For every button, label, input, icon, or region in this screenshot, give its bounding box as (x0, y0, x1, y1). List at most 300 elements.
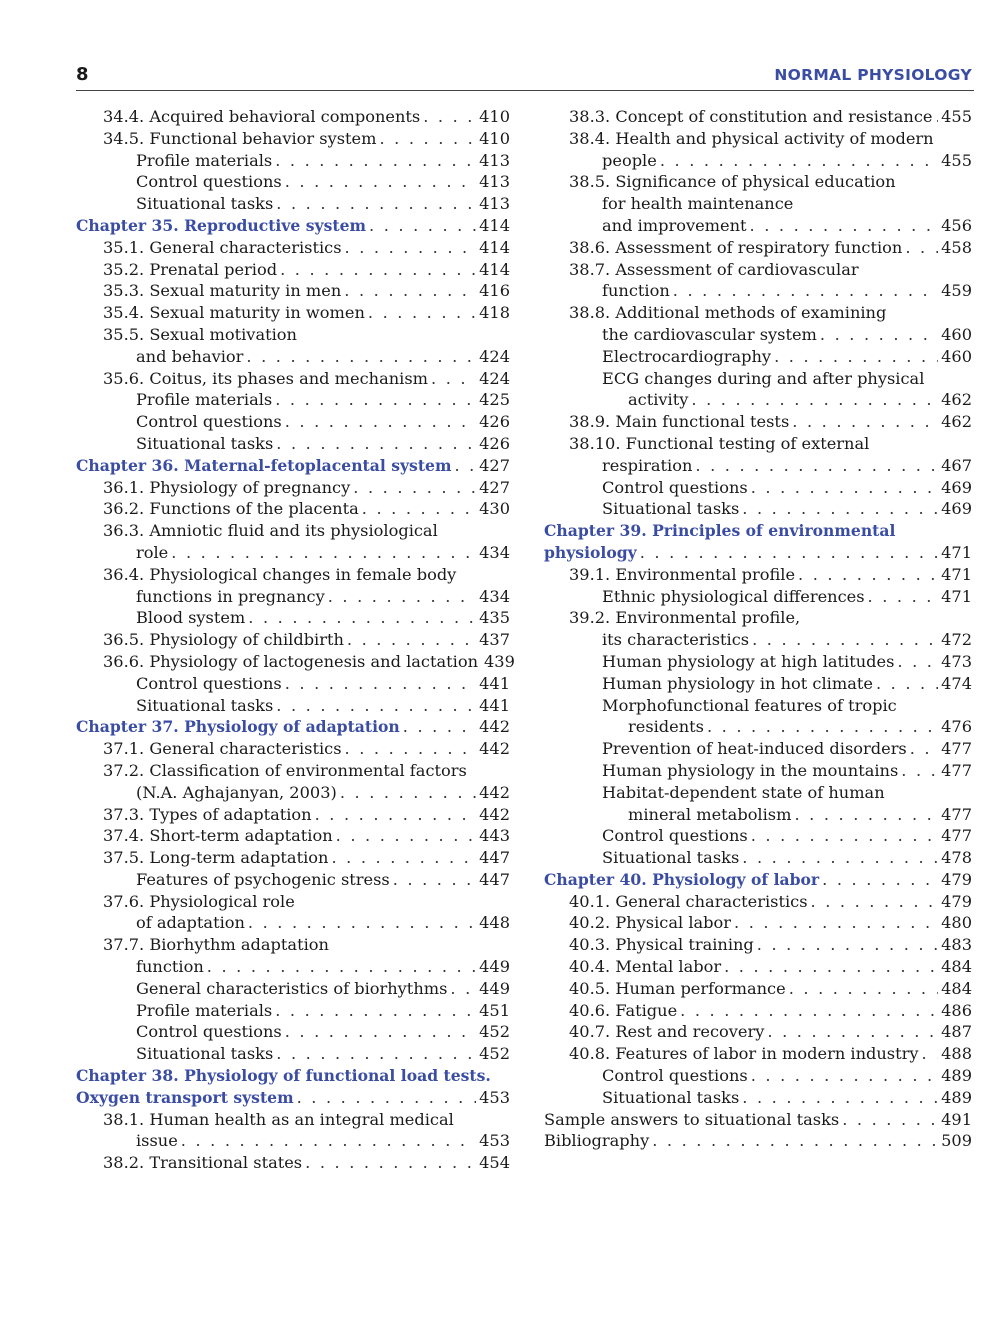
toc-page-number: 452 (479, 1044, 510, 1064)
toc-page-number: 453 (479, 1087, 510, 1107)
toc-page-number: 426 (479, 433, 510, 453)
toc-entry (76, 368, 510, 390)
toc-entry-title: Situational tasks (602, 499, 740, 519)
toc-dot-leader (248, 607, 476, 629)
toc-page-number: 447 (479, 869, 510, 889)
toc-entry (76, 978, 510, 1000)
toc-entry-title: Chapter 35. Reproductive system (76, 215, 366, 235)
toc-entry (544, 193, 972, 215)
toc-entry-title: 35.6. Coitus, its phases and mechanism (103, 368, 428, 388)
toc-entry-title: Electrocardiography (602, 346, 772, 366)
toc-dot-leader (305, 1152, 476, 1174)
toc-entry-title: Control questions (136, 412, 282, 432)
toc-entry-title: 40.2. Physical labor (569, 913, 731, 933)
toc-entry (76, 128, 510, 150)
page-number: 8 (76, 64, 89, 85)
toc-page-number: 455 (941, 150, 972, 170)
toc-entry (76, 695, 510, 717)
toc-entry (76, 847, 510, 869)
toc-entry (76, 738, 510, 760)
toc-entry (76, 346, 510, 368)
toc-dot-leader (276, 433, 476, 455)
toc-entry (76, 629, 510, 651)
toc-entry-title: 37.7. Biorhythm adaptation (103, 935, 329, 955)
toc-entry (76, 324, 510, 346)
toc-dot-leader (767, 1021, 938, 1043)
toc-entry-title: 40.3. Physical training (569, 935, 754, 955)
toc-page-number: 414 (479, 259, 510, 279)
toc-entry (76, 891, 510, 913)
toc-page-number: 413 (479, 150, 510, 170)
toc-entry (544, 956, 972, 978)
toc-page-number: 458 (941, 237, 972, 257)
toc-entry (544, 629, 972, 651)
toc-entry-title: 38.9. Main functional tests (569, 412, 790, 432)
toc-dot-leader (336, 825, 476, 847)
toc-page-number: 477 (941, 739, 972, 759)
toc-dot-leader (724, 956, 938, 978)
toc-dot-leader (751, 477, 938, 499)
toc-page-number: 442 (479, 739, 510, 759)
toc-entry (76, 259, 510, 281)
toc-entry (544, 847, 972, 869)
toc-dot-leader (328, 586, 476, 608)
toc-entry-title: (N.A. Aghajanyan, 2003) (136, 782, 337, 802)
toc-dot-leader (450, 978, 476, 1000)
toc-chapter-entry (76, 716, 510, 738)
toc-dot-leader (820, 324, 938, 346)
toc-entry-title: Control questions (136, 1022, 282, 1042)
toc-entry-title: and behavior (136, 346, 244, 366)
toc-entry (76, 302, 510, 324)
toc-page-number: 476 (941, 717, 972, 737)
toc-dot-leader (680, 1000, 938, 1022)
toc-entry-title: Habitat-dependent state of human (602, 782, 885, 802)
toc-entry (544, 389, 972, 411)
toc-entry-title: 38.3. Concept of constitution and resistance (569, 107, 933, 126)
toc-dot-leader (742, 1087, 938, 1109)
toc-dot-leader (901, 760, 938, 782)
toc-dot-leader (403, 716, 476, 738)
toc-entry-title: Chapter 37. Physiology of adaptation (76, 717, 400, 737)
toc-page-number: 449 (479, 957, 510, 977)
toc-entry-title: and improvement (602, 215, 747, 235)
toc-entry-title: issue (136, 1131, 178, 1151)
toc-entry (544, 1000, 972, 1022)
toc-page-number: 410 (479, 128, 510, 148)
toc-entry (544, 564, 972, 586)
toc-entry-title: 40.4. Mental labor (569, 957, 722, 977)
toc-dot-leader (275, 150, 476, 172)
toc-page-number: 474 (941, 673, 972, 693)
toc-entry (76, 389, 510, 411)
toc-left-column (76, 106, 515, 1174)
toc-entry-title: 40.6. Fatigue (569, 1000, 678, 1020)
toc-entry-title: 40.8. Features of labor in modern industry (569, 1044, 919, 1064)
book-title: NORMAL PHYSIOLOGY (774, 66, 972, 84)
toc-entry (544, 106, 972, 128)
toc-entry-title: 37.5. Long-term adaptation (103, 848, 329, 868)
toc-entry-title: Control questions (136, 172, 282, 192)
toc-entry-title: 37.3. Types of adaptation (103, 804, 312, 824)
toc-entry-title: Control questions (602, 477, 748, 497)
toc-entry-title: 36.5. Physiology of childbirth (103, 630, 344, 650)
toc-entry-title: 36.1. Physiology of pregnancy (103, 477, 351, 497)
toc-dot-leader (691, 389, 938, 411)
toc-entry-title: 34.4. Acquired behavioral components (103, 107, 421, 126)
toc-page-number: 451 (479, 1000, 510, 1020)
toc-entry-title: Situational tasks (136, 433, 274, 453)
toc-entry (76, 498, 510, 520)
toc-entry-title: Features of psychogenic stress (136, 869, 390, 889)
toc-entry (76, 586, 510, 608)
toc-dot-leader (368, 302, 476, 324)
toc-entry (76, 1109, 510, 1131)
toc-dot-leader (752, 629, 938, 651)
toc-entry (76, 171, 510, 193)
toc-entry (544, 433, 972, 455)
toc-entry-title: Situational tasks (602, 848, 740, 868)
toc-entry (76, 607, 510, 629)
toc-dot-leader (798, 564, 938, 586)
toc-entry (544, 237, 972, 259)
toc-entry-title: 35.3. Sexual maturity in men (103, 281, 342, 301)
toc-entry-title: Control questions (136, 673, 282, 693)
toc-dot-leader (897, 651, 938, 673)
toc-entry-title: Morphofunctional features of tropic (602, 695, 897, 715)
toc-page-number: 434 (479, 542, 510, 562)
toc-entry (76, 1043, 510, 1065)
toc-entry (544, 891, 972, 913)
toc-dot-leader (285, 673, 476, 695)
toc-entry (544, 695, 972, 717)
toc-page-number: 437 (479, 630, 510, 650)
toc-page-number: 477 (941, 804, 972, 824)
toc-page-number: 452 (479, 1022, 510, 1042)
toc-entry-title: 35.4. Sexual maturity in women (103, 303, 365, 323)
toc-entry-title: Control questions (602, 1066, 748, 1086)
toc-page-number: 443 (479, 826, 510, 846)
toc-page-number: 418 (479, 303, 510, 323)
toc-entry-title: function (136, 957, 204, 977)
toc-entry-title: 38.8. Additional methods of examining (569, 303, 887, 323)
toc-entry (76, 1152, 510, 1174)
toc-entry (544, 586, 972, 608)
toc-page-number: 453 (479, 1131, 510, 1151)
toc-entry (544, 934, 972, 956)
toc-dot-leader (822, 869, 938, 891)
toc-page-number: 484 (941, 978, 972, 998)
toc-entry-title: 37.2. Classification of environmental factors (103, 760, 467, 780)
toc-dot-leader (331, 847, 476, 869)
toc-page-number: 484 (941, 957, 972, 977)
toc-entry-title: Human physiology in hot climate (602, 673, 873, 693)
toc-entry-title: Profile materials (136, 1000, 273, 1020)
toc-entry (544, 411, 972, 433)
toc-entry (544, 259, 972, 281)
toc-dot-leader (774, 346, 938, 368)
toc-page-number: 489 (941, 1087, 972, 1107)
toc-entry-title: 39.2. Environmental profile, (569, 608, 801, 628)
toc-page-number: 430 (479, 499, 510, 519)
toc-entry (76, 804, 510, 826)
toc-dot-leader (792, 411, 938, 433)
toc-entry-title: Sample answers to situational tasks (544, 1109, 840, 1129)
toc-entry-title: 35.1. General characteristics (103, 237, 342, 257)
toc-dot-leader (379, 128, 476, 150)
toc-page-number: 462 (941, 390, 972, 410)
toc-entry (76, 760, 510, 782)
toc-chapter-entry (76, 1065, 510, 1087)
toc-dot-leader (171, 542, 476, 564)
toc-dot-leader (789, 978, 938, 1000)
toc-entry (76, 825, 510, 847)
toc-page-number: 416 (479, 281, 510, 301)
toc-entry (544, 171, 972, 193)
toc-entry (544, 280, 972, 302)
toc-entry-title: Chapter 40. Physiology of labor (544, 869, 820, 889)
toc-entry-title: Human physiology in the mountains (602, 760, 899, 780)
toc-entry (544, 673, 972, 695)
toc-entry (76, 673, 510, 695)
toc-page-number: 454 (479, 1153, 510, 1173)
toc-entry-title: 36.4. Physiological changes in female body (103, 564, 457, 584)
toc-dot-leader (734, 912, 938, 934)
toc-dot-leader (207, 956, 476, 978)
toc-page-number: 442 (479, 782, 510, 802)
toc-dot-leader (393, 869, 476, 891)
toc-entry (76, 912, 510, 934)
toc-entry-title: physiology (544, 542, 637, 562)
toc-right-column (544, 106, 972, 1152)
toc-entry-title: 38.6. Assessment of respiratory function (569, 237, 903, 257)
toc-page-number: 442 (479, 804, 510, 824)
toc-dot-leader (660, 150, 938, 172)
toc-entry (76, 520, 510, 542)
toc-entry-title: 37.1. General characteristics (103, 739, 342, 759)
toc-entry-title: 38.7. Assessment of cardiovascular (569, 259, 859, 279)
toc-chapter-entry (544, 869, 972, 891)
toc-entry (76, 280, 510, 302)
toc-dot-leader (640, 542, 938, 564)
toc-entry (544, 716, 972, 738)
toc-dot-leader (652, 1130, 938, 1152)
toc-entry-title: residents (628, 717, 704, 737)
toc-entry-title: 38.5. Significance of physical education (569, 172, 896, 192)
toc-entry-title: people (602, 150, 657, 170)
toc-dot-leader (285, 171, 476, 193)
toc-entry-title: Blood system (136, 608, 246, 628)
toc-dot-leader (936, 106, 939, 128)
toc-dot-leader (246, 346, 476, 368)
toc-entry-title: Human physiology at high latitudes (602, 651, 895, 671)
toc-entry-title: Situational tasks (136, 695, 274, 715)
toc-entry (544, 150, 972, 172)
toc-dot-leader (750, 215, 939, 237)
toc-entry-title: 36.3. Amniotic fluid and its physiological (103, 521, 438, 541)
toc-entry-title: 38.10. Functional testing of external (569, 433, 870, 453)
toc-dot-leader (344, 280, 476, 302)
toc-entry-title: Chapter 39. Principles of environmental (544, 521, 896, 541)
toc-dot-leader (842, 1109, 938, 1131)
toc-entry (76, 237, 510, 259)
toc-entry (76, 1021, 510, 1043)
toc-dot-leader (285, 411, 476, 433)
toc-page-number: 479 (941, 869, 972, 889)
toc-entry (544, 760, 972, 782)
toc-entry-title: for health maintenance (602, 194, 794, 214)
toc-entry (544, 368, 972, 390)
toc-entry-title: 38.1. Human health as an integral medical (103, 1109, 454, 1129)
toc-entry-title: Situational tasks (136, 194, 274, 214)
toc-entry-title: Bibliography (544, 1131, 650, 1151)
toc-chapter-entry (76, 215, 510, 237)
toc-dot-leader (276, 1043, 476, 1065)
toc-entry-title: function (602, 281, 670, 301)
toc-dot-leader (742, 498, 938, 520)
toc-entry-title: 40.7. Rest and recovery (569, 1022, 765, 1042)
toc-page-number: 424 (479, 368, 510, 388)
toc-dot-leader (742, 847, 938, 869)
toc-entry (544, 651, 972, 673)
toc-dot-leader (345, 237, 477, 259)
toc-page-number: 435 (479, 608, 510, 628)
toc-entry (76, 934, 510, 956)
toc-chapter-entry (76, 1087, 510, 1109)
toc-page-number: 487 (941, 1022, 972, 1042)
toc-entry-title: Situational tasks (136, 1044, 274, 1064)
toc-dot-leader (353, 477, 476, 499)
toc-entry (544, 1043, 972, 1065)
toc-dot-leader (275, 1000, 476, 1022)
toc-page-number: 413 (479, 194, 510, 214)
toc-entry (76, 869, 510, 891)
toc-dot-leader (345, 738, 477, 760)
toc-entry (544, 738, 972, 760)
toc-page-number: 460 (941, 346, 972, 366)
toc-page-number: 410 (479, 107, 510, 126)
toc-entry-title: 35.2. Prenatal period (103, 259, 278, 279)
toc-entry (544, 912, 972, 934)
toc-page-number: 469 (941, 499, 972, 519)
toc-dot-leader (248, 912, 476, 934)
toc-entry-title: Chapter 38. Physiology of functional load tests. (76, 1066, 491, 1086)
toc-page-number: 442 (479, 717, 510, 737)
toc-entry (76, 411, 510, 433)
toc-entry (544, 346, 972, 368)
toc-entry (76, 956, 510, 978)
toc-entry (76, 150, 510, 172)
toc-entry (76, 564, 510, 586)
toc-entry-title: 37.6. Physiological role (103, 891, 295, 911)
toc-entry (544, 782, 972, 804)
toc-entry-title: Ethnic physiological differences (602, 586, 865, 606)
toc-dot-leader (751, 825, 938, 847)
toc-page-number: 479 (941, 891, 972, 911)
toc-page-number: 462 (941, 412, 972, 432)
toc-chapter-entry (76, 455, 510, 477)
toc-page-number: 413 (479, 172, 510, 192)
toc-page-number: 414 (479, 215, 510, 235)
toc-page-number: 447 (479, 848, 510, 868)
toc-page-number: 434 (479, 586, 510, 606)
toc-entry-title: ECG changes during and after physical (602, 368, 925, 388)
toc-entry-title: respiration (602, 455, 693, 475)
toc-entry (76, 106, 510, 128)
toc-entry (544, 825, 972, 847)
toc-dot-leader (340, 782, 476, 804)
toc-entry (544, 128, 972, 150)
toc-entry-title: 38.4. Health and physical activity of modern (569, 128, 934, 148)
toc-dot-leader (757, 934, 938, 956)
toc-page-number: 427 (479, 455, 510, 475)
toc-dot-leader (276, 695, 476, 717)
toc-entry-title: 37.4. Short-term adaptation (103, 826, 333, 846)
toc-page-number: 509 (941, 1131, 972, 1151)
toc-dot-leader (922, 1043, 939, 1065)
toc-entry-title: Situational tasks (602, 1087, 740, 1107)
toc-page-number: 467 (941, 455, 972, 475)
toc-page-number: 427 (479, 477, 510, 497)
toc-dot-leader (315, 804, 477, 826)
toc-entry (544, 1130, 972, 1152)
toc-entry-title: Profile materials (136, 390, 273, 410)
toc-dot-leader (794, 804, 938, 826)
toc-page-number: 478 (941, 848, 972, 868)
toc-entry (76, 651, 515, 673)
toc-entry (544, 498, 972, 520)
toc-entry-title: the cardiovascular system (602, 324, 817, 344)
toc-dot-leader (454, 455, 476, 477)
toc-dot-leader (905, 237, 938, 259)
toc-dot-leader (275, 389, 476, 411)
toc-page-number: 486 (941, 1000, 972, 1020)
toc-dot-leader (297, 1087, 477, 1109)
toc-page-number: 439 (484, 651, 515, 671)
toc-entry-title: 36.6. Physiology of lactogenesis and lactation (103, 651, 478, 671)
toc-entry (544, 302, 972, 324)
toc-page-number: 441 (479, 673, 510, 693)
toc-page-number: 441 (479, 695, 510, 715)
toc-dot-leader (369, 215, 476, 237)
toc-dot-leader (181, 1130, 476, 1152)
toc-dot-leader (362, 498, 476, 520)
toc-entry-title: of adaptation (136, 913, 245, 933)
toc-page-number: 472 (941, 630, 972, 650)
toc-entry (76, 1000, 510, 1022)
toc-entry (76, 477, 510, 499)
toc-entry-title: 34.5. Functional behavior system (103, 128, 377, 148)
toc-page-number: 471 (941, 586, 972, 606)
toc-dot-leader (876, 673, 938, 695)
toc-entry (544, 804, 972, 826)
toc-page-number: 491 (941, 1109, 972, 1129)
toc-entry-title: 40.5. Human performance (569, 978, 786, 998)
toc-dot-leader (276, 193, 476, 215)
toc-page-number: 488 (941, 1044, 972, 1064)
toc-entry (544, 455, 972, 477)
toc-entry (544, 215, 972, 237)
toc-chapter-entry (544, 542, 972, 564)
toc-page-number: 449 (479, 978, 510, 998)
toc-entry (544, 978, 972, 1000)
toc-page-number: 448 (479, 913, 510, 933)
toc-entry (544, 1109, 972, 1131)
toc-entry-title: 39.1. Environmental profile (569, 564, 796, 584)
toc-page-number: 489 (941, 1066, 972, 1086)
toc-dot-leader (811, 891, 939, 913)
toc-page-number: 424 (479, 346, 510, 366)
